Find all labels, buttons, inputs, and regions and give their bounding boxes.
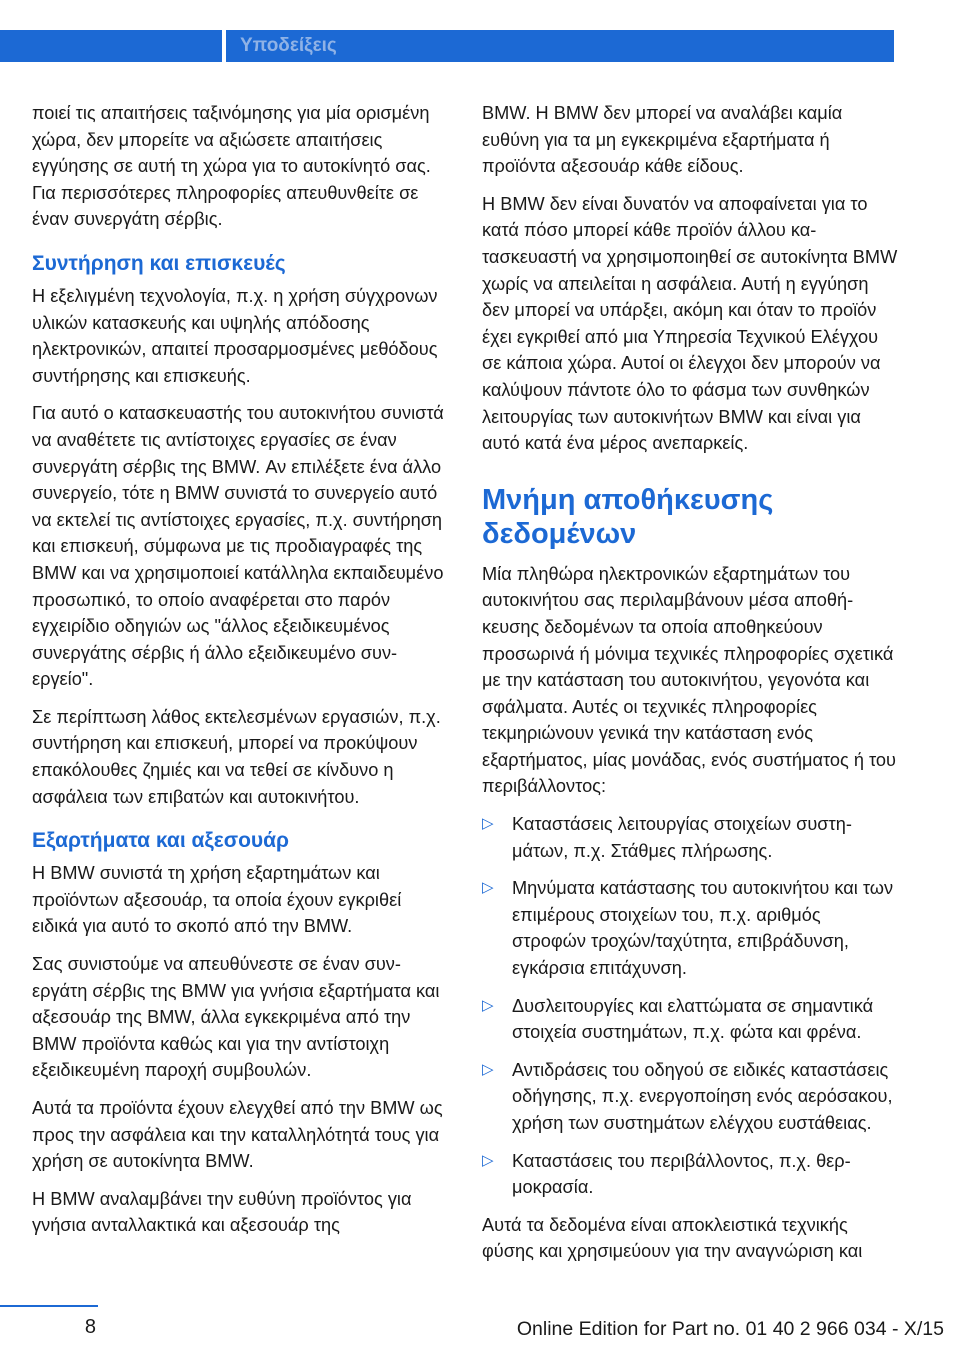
header-title: Υποδείξεις	[240, 35, 337, 56]
header-bar-left	[0, 30, 222, 62]
paragraph: Η BMW δεν είναι δυνατόν να αποφαίνεται για το κατά πόσο μπορεί κάθε προϊόν άλλου κατασκευαστή να χρησιμοποιηθεί σε αυτοκίνητα BMW χωρίς να απειλείται η ασφάλεια. Αυτή η εγγύηση δεν μπορεί να υπάρξει, ακόμη και όταν το προϊόν έχει εγκριθεί από μια Υπηρεσία Τεχνικού Ελέγχου σε κάποια χώρα. Αυτοί οι έλεγχοι δεν μπορούν να καλύψουν πάντοτε όλο το φάσμα των συνθηκών λειτουργίας των αυτοκινήτων BMW και είναι για αυτό κατά ένα μέρος ανεπαρκείς.	[482, 193, 898, 454]
paragraph: Η BMW συνιστά τη χρήση εξαρτημάτων και προϊόντων αξεσουάρ, τα οποία έχουν εγκριθεί ειδικά για αυτό το σκοπό από την BMW.	[32, 863, 402, 937]
section-heading-maintenance: Συντήρηση και επισκευές	[32, 251, 286, 275]
triangle-bullet-icon: ▷	[482, 1060, 494, 1078]
footer-edition: Online Edition for Part no. 01 40 2 966 034 - X/15	[516, 1318, 944, 1340]
footer-divider	[0, 1305, 98, 1307]
bullet-list	[482, 811, 898, 1201]
paragraph: Σε περίπτωση λάθος εκτελεσμένων εργασιών, π.χ. συντήρηση και επισκευή, μπορεί να προκύψουν επακόλουθες ζημιές και να τεθεί σε κίνδυνο η ασφάλεια των επιβατών και αυτοκινήτου.	[32, 706, 441, 807]
paragraph: Μία πληθώρα ηλεκτρονικών εξαρτημάτων του αυτοκινήτου σας περιλαμβάνουν μέσα αποθήκευσης δεδομένων τα οποία αποθηκεύουν προσωρινά ή μόνιμα τεχνικές πληροφορίες σχετικά με την κατάσταση του αυτοκινήτου, γεγονότα και σφάλματα. Αυτές οι τεχνικές πληροφορίες τεκμηριώνουν γενικά την κατάσταση ενός εξαρτήματος, μίας μονάδας, ενός συστήματος ή του περιβάλλοντος:	[482, 563, 896, 797]
triangle-bullet-icon: ▷	[482, 815, 494, 833]
paragraph: Σας συνιστούμε να απευθύνεστε σε έναν συνεργάτη σέρβις της BMW για γνήσια εξαρτήματα και αξεσουάρ της BMW, άλλα εγκεκριμένα από την BMW προϊόντα καθώς και για την αντίστοιχη εξειδικευμένη παροχή συμβουλών.	[32, 954, 440, 1081]
chapter-heading-data-storage: Μνήμη αποθήκευσης δεδομένων	[482, 483, 774, 550]
triangle-bullet-icon: ▷	[482, 1151, 494, 1169]
left-column	[32, 100, 448, 1250]
list-item	[482, 875, 898, 981]
list-item	[482, 1057, 898, 1137]
right-column	[482, 100, 898, 1276]
list-item	[482, 811, 898, 864]
page-number: 8	[84, 1316, 96, 1338]
paragraph: Αυτά τα προϊόντα έχουν ελεγχθεί από την BMW ως προς την ασφάλεια και την καταλληλότητά τους για χρήση σε αυτοκίνητα BMW.	[32, 1098, 443, 1172]
list-item	[482, 993, 898, 1046]
list-item-text: Καταστάσεις λειτουργίας στοιχείων συστημάτων, π.χ. Στάθμες πλήρωσης.	[512, 814, 852, 861]
section-heading-parts: Εξαρτήματα και αξεσουάρ	[32, 829, 290, 853]
triangle-bullet-icon: ▷	[482, 879, 494, 897]
list-item-text: Καταστάσεις του περιβάλλοντος, π.χ. θερμοκρασία.	[512, 1150, 851, 1198]
paragraph: ποιεί τις απαιτήσεις ταξινόμησης για μία ορισμένη χώρα, δεν μπορείτε να αξιώσετε απαιτήσεις εγγύησης σε αυτή τη χώρα για το αυτοκίνητό σας. Για περισσότερες πληροφορίες απευθυνθείτε σε έναν συνεργάτη σέρβις.	[32, 103, 431, 230]
list-item-text: Μηνύματα κατάστασης του αυτοκινήτου και των επιμέρους στοιχείων του, π.χ. αριθμός στροφών τροχών/ταχύτητα, επιβράδυνση, εγκάρσια επιτάχυνση.	[512, 878, 894, 979]
list-item	[482, 1148, 898, 1201]
list-item-text: Αντιδράσεις του οδηγού σε ειδικές καταστάσεις οδήγησης, π.χ. ενεργοποίηση ενός αερόσακου, χρήση των συστημάτων ελέγχου ευστάθειας.	[512, 1059, 893, 1133]
paragraph: Η BMW αναλαμβάνει την ευθύνη προϊόντος για γνήσια ανταλλακτικά και αξεσουάρ της	[32, 1188, 412, 1236]
paragraph: Η εξελιγμένη τεχνολογία, π.χ. η χρήση σύγχρονων υλικών κατασκευής και υψηλής απόδοσης ηλεκτρονικών, απαιτεί προσαρμοσμένες μεθόδους συντήρησης και επισκευής.	[32, 285, 438, 386]
paragraph: Αυτά τα δεδομένα είναι αποκλειστικά τεχνικής φύσης και χρησιμεύουν για την αναγνώριση και	[482, 1214, 863, 1262]
paragraph: Για αυτό ο κατασκευαστής του αυτοκινήτου συνιστά να αναθέτετε τις αντίστοιχες εργασίες σε έναν συνεργάτη σέρβις της BMW. Αν επιλέξετε ένα άλλο συνεργείο, τότε η BMW συνιστά το συνεργείο αυτό να εκτελεί τις αντίστοιχες εργασίες, π.χ. συντήρηση και επισκευή, σύμφωνα με τις προδιαγραφές της BMW και να χρησιμοποιεί κατάλληλα εκπαιδευμένο προσωπικό, το οποίο αναφέρεται στο παρόν εγχειρίδιο οδηγιών ως "άλλος εξειδικευμένος συνεργάτης σέρβις ή άλλο εξειδικευμένο συνεργείο".	[32, 403, 444, 690]
list-item-text: Δυσλειτουργίες και ελαττώματα σε σημαντικά στοιχεία συστημάτων, π.χ. φώτα και φρένα.	[512, 995, 874, 1043]
triangle-bullet-icon: ▷	[482, 996, 494, 1014]
paragraph: BMW. Η BMW δεν μπορεί να αναλάβει καμία ευθύνη για τα μη εγκεκριμένα εξαρτήματα ή προϊόντα αξεσουάρ κάθε είδους.	[482, 103, 843, 177]
